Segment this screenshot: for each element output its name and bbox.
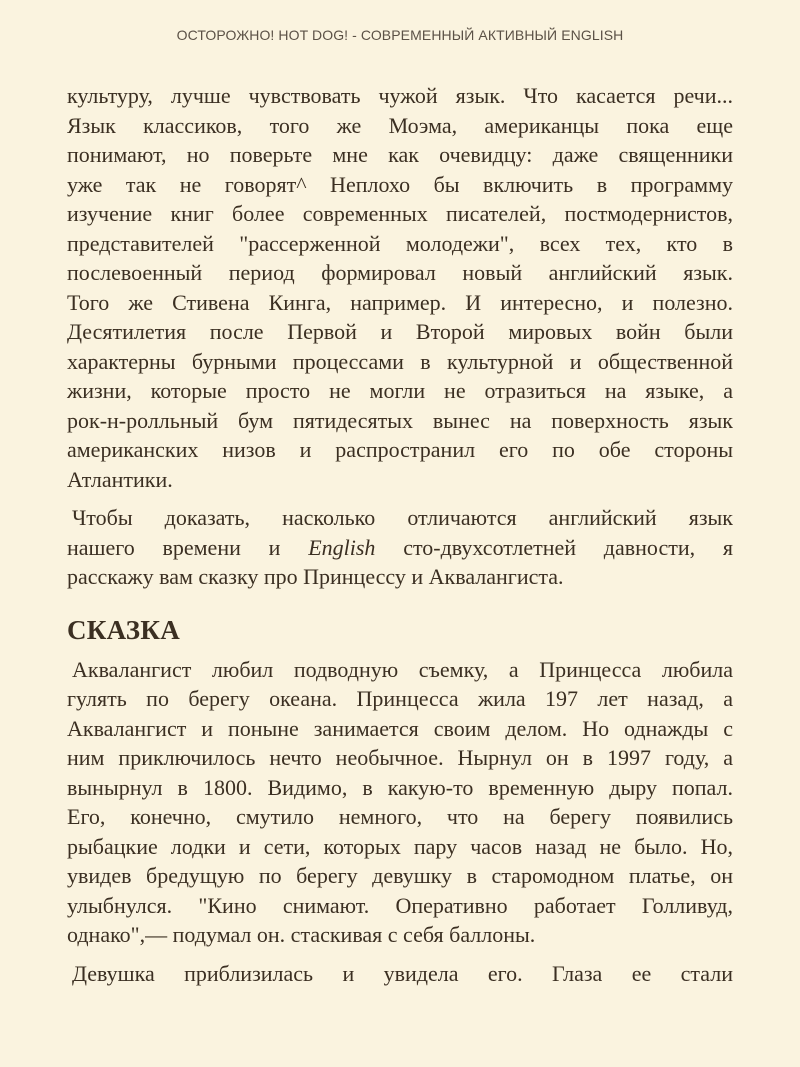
- text-line: Девушка приблизилась и увидела его. Глаза ее стали: [72, 960, 733, 986]
- text-line: Того же Стивена Кинга, например. И интересно, и полезно.: [67, 289, 733, 315]
- text-fragment: сто-двухсотлетней давности, я: [375, 534, 733, 560]
- text-line: Чтобы доказать, насколько отличаются английский язык: [72, 505, 733, 530]
- section-heading: СКАЗКА: [67, 614, 181, 645]
- running-header: ОСТОРОЖНО! HOT DOG! - СОВРЕМЕННЫЙ АКТИВНЫЙ ENGLISH: [176, 27, 624, 43]
- text-line: культуру, лучше чувствовать чужой язык. Что касается речи...: [67, 83, 733, 108]
- text-line: послевоенный период формировал новый английский язык.: [67, 260, 733, 285]
- text-line: вынырнул в 1800. Видимо, в какую-то временную дыру попал.: [67, 774, 733, 800]
- text-line: американских низов и распространил его по обе стороны: [67, 437, 733, 462]
- text-line: Его, конечно, смутило немного, что на берегу появились: [67, 804, 733, 829]
- text-line: Десятилетия после Первой и Второй мировых войн были: [67, 319, 733, 344]
- text-line: жизни, которые просто не могли не отразиться на языке, а: [67, 378, 733, 403]
- text-fragment: нашего времени и: [67, 534, 309, 560]
- text-line: Атлантики.: [67, 466, 173, 492]
- text-line-with-emphasis: [67, 533, 733, 563]
- text-line: Язык классиков, того же Моэма, американцы пока еще: [67, 112, 733, 138]
- text-line: однако",— подумал он. стаскивая с себя баллоны.: [67, 922, 536, 947]
- text-line: представителей "рассерженной молодежи", всех тех, кто в: [67, 230, 733, 256]
- paragraph-intro: [67, 81, 733, 494]
- text-line: расскажу вам сказку про Принцессу и Аквалангиста.: [67, 564, 564, 589]
- text-line: увидев бредущую по берегу девушку в старомодном платье, он: [67, 863, 733, 888]
- emphasis-english: English: [308, 534, 376, 560]
- paragraph-story: [67, 655, 733, 950]
- paragraph-comparison: [67, 503, 733, 592]
- text-line: Аквалангист любил подводную съемку, а Принцесса любила: [72, 656, 733, 682]
- text-line: характерны бурными процессами в культурной и общественной: [67, 348, 733, 374]
- text-line: уже так не говорят^ Неплохо бы включить в программу: [67, 171, 733, 197]
- text-line: улыбнулся. "Кино снимают. Оперативно работает Голливуд,: [67, 892, 733, 918]
- paragraph-girl: [67, 959, 733, 989]
- text-line: Аквалангист и поныне занимается своим делом. Но однажды с: [67, 715, 733, 741]
- text-line: рок-н-ролльный бум пятидесятых вынес на поверхность язык: [67, 407, 733, 433]
- text-line: ним приключилось нечто необычное. Нырнул он в 1997 году, а: [67, 745, 733, 770]
- text-line: гулять по берегу океана. Принцесса жила 197 лет назад, а: [67, 686, 733, 711]
- text-line: понимают, но поверьте мне как очевидцу: даже священники: [67, 142, 733, 167]
- page-content: [67, 81, 733, 997]
- text-line: изучение книг более современных писателей, постмодернистов,: [67, 201, 733, 226]
- text-line: рыбацкие лодки и сети, которых пару часов назад не было. Но,: [67, 833, 733, 859]
